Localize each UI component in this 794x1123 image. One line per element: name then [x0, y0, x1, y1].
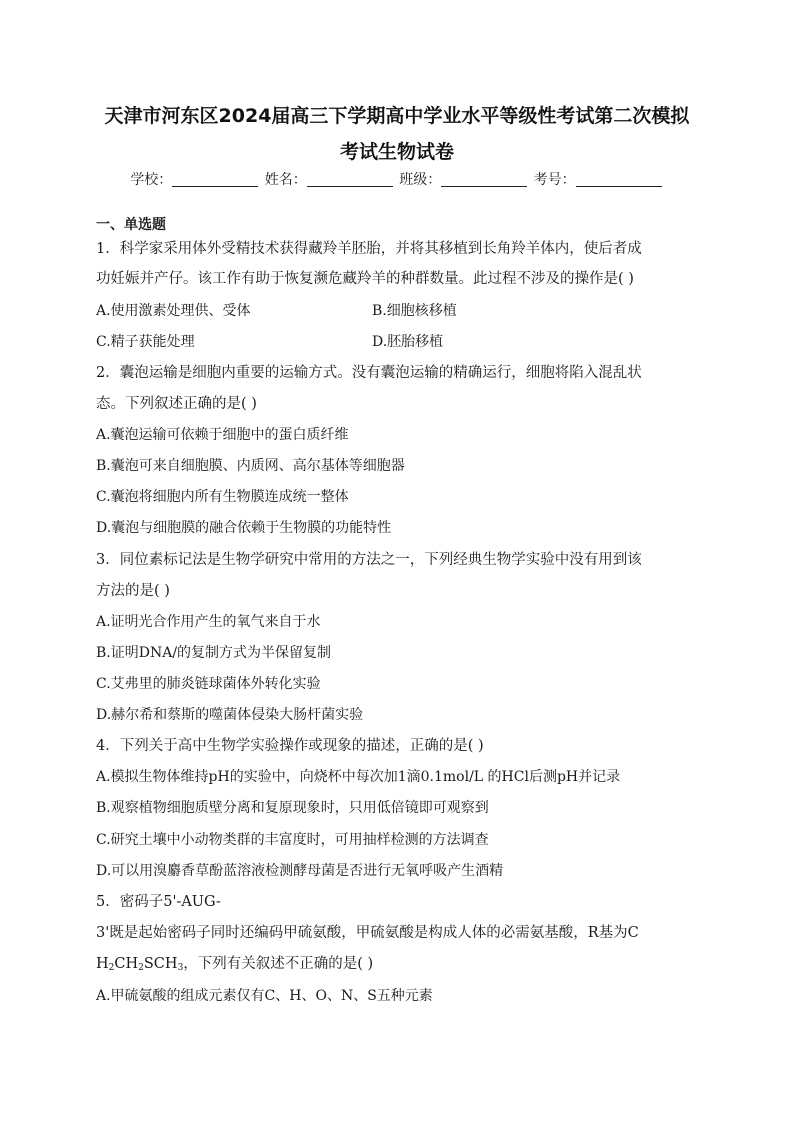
question-5-option-a: A.甲硫氨酸的组成元素仅有C、H、O、N、S五种元素 [96, 988, 433, 1004]
class-label: 班级： [399, 172, 442, 188]
question-2-option-a: A.囊泡运输可依赖于细胞中的蛋白质纤维 [96, 427, 349, 443]
question-2-option-b: B.囊泡可来自细胞膜、内质网、高尔基体等细胞器 [96, 458, 405, 474]
question-5-line-2: 3'既是起始密码子同时还编码甲硫氨酸，甲硫氨酸是构成人体的必需氨基酸，R基为C [96, 925, 639, 941]
question-5-line-3 [96, 952, 373, 976]
exam-title-line1: 天津市河东区2024届高三下学期高中学业水平等级性考试第二次模拟 [104, 105, 690, 127]
formula-sub-3: 3 [177, 963, 184, 973]
number-label: 考号： [533, 172, 576, 188]
question-1-option-d: D.胚胎移植 [372, 334, 444, 350]
question-2-line-2: 态。下列叙述正确的是( ) [96, 396, 257, 412]
question-2-option-d: D.囊泡与细胞膜的融合依赖于生物膜的功能特性 [96, 520, 392, 536]
formula-sub-2a: 2 [108, 963, 115, 973]
number-blank[interactable] [576, 171, 662, 187]
formula-sch: SCH [143, 956, 178, 972]
question-5-stem-tail: ，下列有关叙述不正确的是( ) [183, 956, 374, 972]
formula-ch: CH [114, 956, 139, 972]
question-2-option-c: C.囊泡将细胞内所有生物膜连成统一整体 [96, 489, 349, 505]
question-1-line-1: 1．科学家采用体外受精技术获得藏羚羊胚胎，并将其移植到长角羚羊体内，使后者成 [96, 241, 642, 257]
name-label: 姓名： [264, 172, 307, 188]
question-3-option-d: D.赫尔希和蔡斯的噬菌体侵染大肠杆菌实验 [96, 707, 364, 723]
question-4-option-a: A.模拟生物体维持pH的实验中，向烧杯中每次加1滴0.1mol/L 的HCl后测pH并记录 [96, 769, 621, 785]
question-4-line-1: 4．下列关于高中生物学实验操作或现象的描述，正确的是( ) [96, 738, 484, 754]
formula-sub-2b: 2 [138, 963, 144, 973]
school-label: 学校： [130, 172, 173, 188]
class-blank[interactable] [441, 171, 527, 187]
question-3-option-c: C.艾弗里的肺炎链球菌体外转化实验 [96, 676, 321, 692]
section-title: 一、单选题 [96, 217, 166, 233]
question-1-option-c: C.精子获能处理 [96, 334, 195, 350]
question-1-option-b: B.细胞核移植 [372, 303, 457, 319]
question-2-line-1: 2．囊泡运输是细胞内重要的运输方式。没有囊泡运输的精确运行，细胞将陷入混乱状 [96, 365, 642, 381]
exam-title-line2: 考试生物试卷 [339, 141, 454, 163]
question-3-option-a: A.证明光合作用产生的氧气来自于水 [96, 614, 321, 630]
student-info-row [0, 168, 794, 192]
formula-h: H [96, 956, 109, 972]
question-3-line-2: 方法的是( ) [96, 583, 170, 599]
question-1-line-2: 功妊娠并产仔。该工作有助于恢复濒危藏羚羊的种群数量。此过程不涉及的操作是( ) [96, 271, 634, 287]
question-3-option-b: B.证明DNA/的复制方式为半保留复制 [96, 645, 332, 661]
question-5-line-1: 5．密码子5'-AUG- [96, 894, 221, 910]
question-4-option-c: C.研究土壤中小动物类群的丰富度时，可用抽样检测的方法调查 [96, 832, 489, 848]
question-4-option-b: B.观察植物细胞质壁分离和复原现象时，只用低倍镜即可观察到 [96, 800, 489, 816]
question-4-option-d: D.可以用溴麝香草酚蓝溶液检测酵母菌是否进行无氧呼吸产生酒精 [96, 863, 504, 879]
question-1-option-a: A.使用激素处理供、受体 [96, 303, 251, 319]
school-blank[interactable] [172, 171, 258, 187]
question-3-line-1: 3．同位素标记法是生物学研究中常用的方法之一，下列经典生物学实验中没有用到该 [96, 552, 642, 568]
name-blank[interactable] [307, 171, 393, 187]
